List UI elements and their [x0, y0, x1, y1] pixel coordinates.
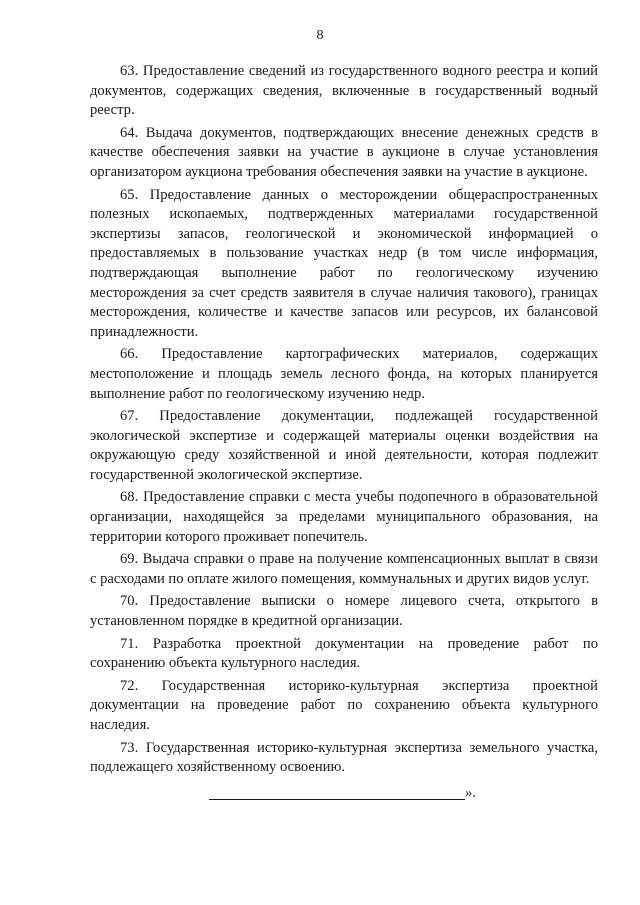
list-item: 68. Предоставление справки с места учебы подопечного в образовательной организации, находящейся за пределами муниципального образования, на территории которого проживает попечитель.	[90, 489, 598, 545]
list-item: 64. Выдача документов, подтверждающих внесение денежных средств в качестве обеспечения заявки на участие в аукционе в случае установления организатором аукциона требования обеспечения заявки на участие в аукционе.	[90, 124, 598, 180]
list-item: 63. Предоставление сведений из государственного водного реестра и копий документов, содержащих сведения, включенные в государственный водный реестр.	[90, 63, 598, 119]
list-item: 71. Разработка проектной документации на проведение работ по сохранению объекта культурного наследия.	[90, 635, 598, 672]
closing-rule	[209, 799, 465, 800]
list-item: 73. Государственная историко-культурная экспертиза земельного участка, подлежащего хозяйственному освоению.	[90, 739, 598, 776]
list-item: 65. Предоставление данных о месторождении общераспространенных полезных ископаемых, подтвержденных материалами государственной экспертизы запасов, геологической и экономической информацией о предоставляемых в пользование участках недр (в том числе информация, подтверждающая выполнение работ по геологическому изучению месторождения за счет средств заявителя в случае наличия такового), границах месторождения, количестве и качестве запасов или ресурсов, их балансовой принадлежности.	[90, 186, 598, 340]
list-item: 69. Выдача справки о праве на получение компенсационных выплат в связи с расходами по оплате жилого помещения, коммунальных и других видов услуг.	[90, 551, 598, 587]
list-item: 72. Государственная историко-культурная экспертиза проектной документации на проведение работ по сохранению объекта культурного наследия.	[90, 677, 598, 733]
list-item: 67. Предоставление документации, подлежащей государственной экологической экспертизе и содержащей материалы оценки воздействия на окружающую среду хозяйственной и иной деятельности, которая подлежит государственной экологической экспертизе.	[90, 408, 598, 483]
list-item: 66. Предоставление картографических материалов, содержащих местоположение и площадь земель лесного фонда, на которых планируется выполнение работ по геологическому изучению недр.	[90, 346, 598, 402]
list-item: 70. Предоставление выписки о номере лицевого счета, открытого в установленном порядке в кредитной организации.	[90, 593, 598, 630]
page-number: 8	[316, 28, 324, 43]
closing-quote-mark: ».	[465, 785, 476, 801]
document-body	[90, 62, 598, 781]
closing-line	[209, 784, 476, 804]
